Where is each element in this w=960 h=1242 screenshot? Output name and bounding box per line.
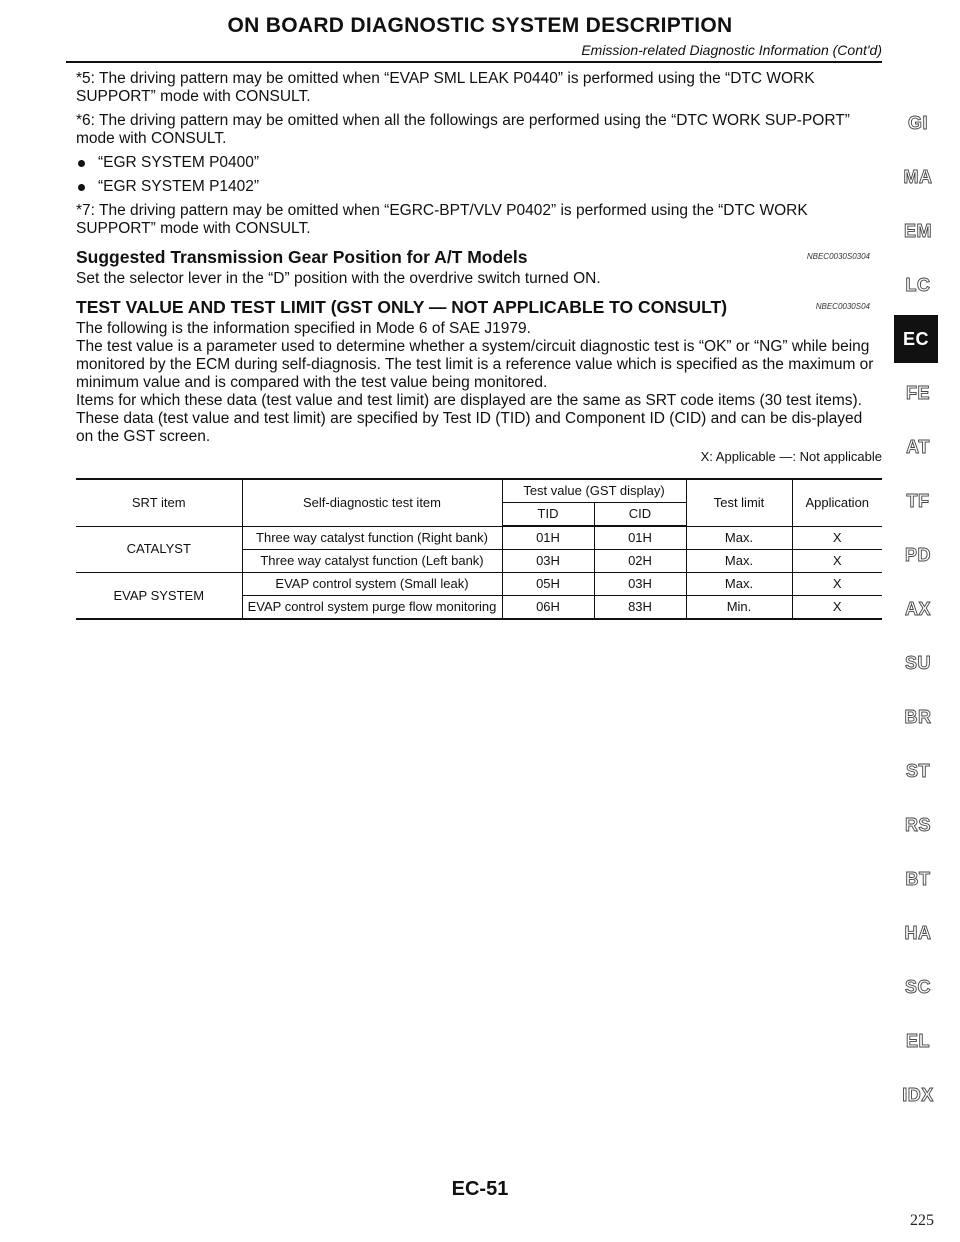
tab-at[interactable]: AT [906, 436, 930, 457]
note-6: *6: The driving pattern may be omitted when all the followings are performed using the “DTC WORK SUP-PORT” mode with CONSULT. [76, 112, 850, 147]
table-row [76, 526, 882, 550]
page-subtitle: Emission-related Diagnostic Information (Cont'd) [581, 42, 882, 58]
bullet-icon [78, 160, 85, 167]
bullet-icon [78, 184, 85, 191]
cell-cid: 03H [594, 573, 686, 596]
cell-limit: Max. [686, 526, 792, 550]
cell-item: Three way catalyst function (Right bank) [242, 526, 502, 550]
note-5: *5: The driving pattern may be omitted when “EVAP SML LEAK P0440” is performed using the “DTC WORK SUPPORT” mode with CONSULT. [76, 70, 815, 105]
tab-st[interactable]: ST [905, 760, 930, 781]
cell-application: X [792, 573, 882, 596]
tab-fe[interactable]: FE [905, 382, 930, 403]
tab-gi[interactable]: GI [907, 112, 928, 133]
page-serial: 225 [910, 1212, 934, 1229]
gear-section-heading [76, 248, 882, 268]
cell-cid: 83H [594, 596, 686, 620]
cell-tid: 01H [502, 526, 594, 550]
table-legend: X: Applicable —: Not applicable [700, 449, 882, 464]
note-7: *7: The driving pattern may be omitted when “EGRC-BPT/VLV P0402” is performed using the “DTC WORK SUPPORT” mode with CONSULT. [76, 202, 808, 237]
test-section-code: NBEC0030S04 [815, 302, 870, 311]
tab-br[interactable]: BR [904, 706, 932, 727]
tab-ha[interactable]: HA [904, 922, 932, 943]
tab-ma[interactable]: MA [903, 166, 933, 187]
tab-ec[interactable]: EC [894, 315, 938, 363]
bullet-text: “EGR SYSTEM P0400” [98, 154, 260, 171]
tab-ax[interactable]: AX [904, 598, 931, 619]
tab-bt[interactable]: BT [905, 868, 931, 889]
header-test-value: Test value (GST display) [502, 479, 686, 503]
tab-sc[interactable]: SC [904, 976, 931, 997]
gear-section-code: NBEC0030S0304 [806, 252, 870, 261]
tab-el[interactable]: EL [905, 1030, 930, 1051]
header-tid: TID [502, 503, 594, 527]
header-cid: CID [594, 503, 686, 527]
cell-limit: Max. [686, 550, 792, 573]
test-paragraph-2: The test value is a parameter used to determine whether a system/circuit diagnostic test is “OK” or “NG” while being monitored by the ECM during self-diagnosis. The test limit is a reference value which is specified as the maximum or minimum value and is compared with the test value being monitored. [76, 338, 874, 391]
tab-em[interactable]: EM [904, 220, 932, 241]
header-test-limit: Test limit [686, 479, 792, 526]
cell-tid: 06H [502, 596, 594, 620]
tab-idx[interactable]: IDX [902, 1084, 934, 1105]
header-application: Application [792, 479, 882, 526]
test-paragraph-1: The following is the information specified in Mode 6 of SAE J1979. [76, 320, 531, 337]
tab-lc[interactable]: LC [905, 274, 931, 295]
tab-rs[interactable]: RS [904, 814, 931, 835]
gear-section-text: Set the selector lever in the “D” position with the overdrive switch turned ON. [76, 270, 601, 287]
cell-srt: CATALYST [76, 526, 242, 573]
tab-su[interactable]: SU [904, 652, 931, 673]
cell-application: X [792, 596, 882, 620]
header-self-diagnostic: Self-diagnostic test item [242, 479, 502, 526]
cell-limit: Max. [686, 573, 792, 596]
srt-test-table [76, 478, 882, 620]
section-tabs [888, 96, 948, 1122]
cell-item: Three way catalyst function (Left bank) [242, 550, 502, 573]
bullet-item [76, 154, 882, 172]
test-paragraph-3: Items for which these data (test value and test limit) are displayed are the same as SRT code items (30 test items). [76, 392, 862, 409]
tab-pd[interactable]: PD [904, 544, 931, 565]
cell-tid: 05H [502, 573, 594, 596]
cell-application: X [792, 526, 882, 550]
page-number: EC-51 [451, 1178, 509, 1200]
cell-item: EVAP control system (Small leak) [242, 573, 502, 596]
table-row [76, 573, 882, 596]
bullet-item [76, 178, 882, 196]
cell-cid: 02H [594, 550, 686, 573]
cell-limit: Min. [686, 596, 792, 620]
title-divider [66, 61, 882, 63]
cell-tid: 03H [502, 550, 594, 573]
main-content [76, 70, 882, 620]
test-heading-text: TEST VALUE AND TEST LIMIT (GST ONLY — NOT APPLICABLE TO CONSULT) [76, 297, 728, 317]
cell-application: X [792, 550, 882, 573]
gear-heading-text: Suggested Transmission Gear Position for A/T Models [76, 247, 528, 267]
page-title: ON BOARD DIAGNOSTIC SYSTEM DESCRIPTION [227, 14, 733, 37]
header-srt-item: SRT item [76, 479, 242, 526]
cell-cid: 01H [594, 526, 686, 550]
tab-tf[interactable]: TF [906, 490, 930, 511]
test-paragraph-4: These data (test value and test limit) are specified by Test ID (TID) and Component ID (CID) and can be dis-played on the GST screen. [76, 410, 863, 445]
cell-item: EVAP control system purge flow monitoring [242, 596, 502, 620]
test-section-heading [76, 298, 882, 318]
cell-srt: EVAP SYSTEM [76, 573, 242, 620]
bullet-text: “EGR SYSTEM P1402” [98, 178, 260, 195]
